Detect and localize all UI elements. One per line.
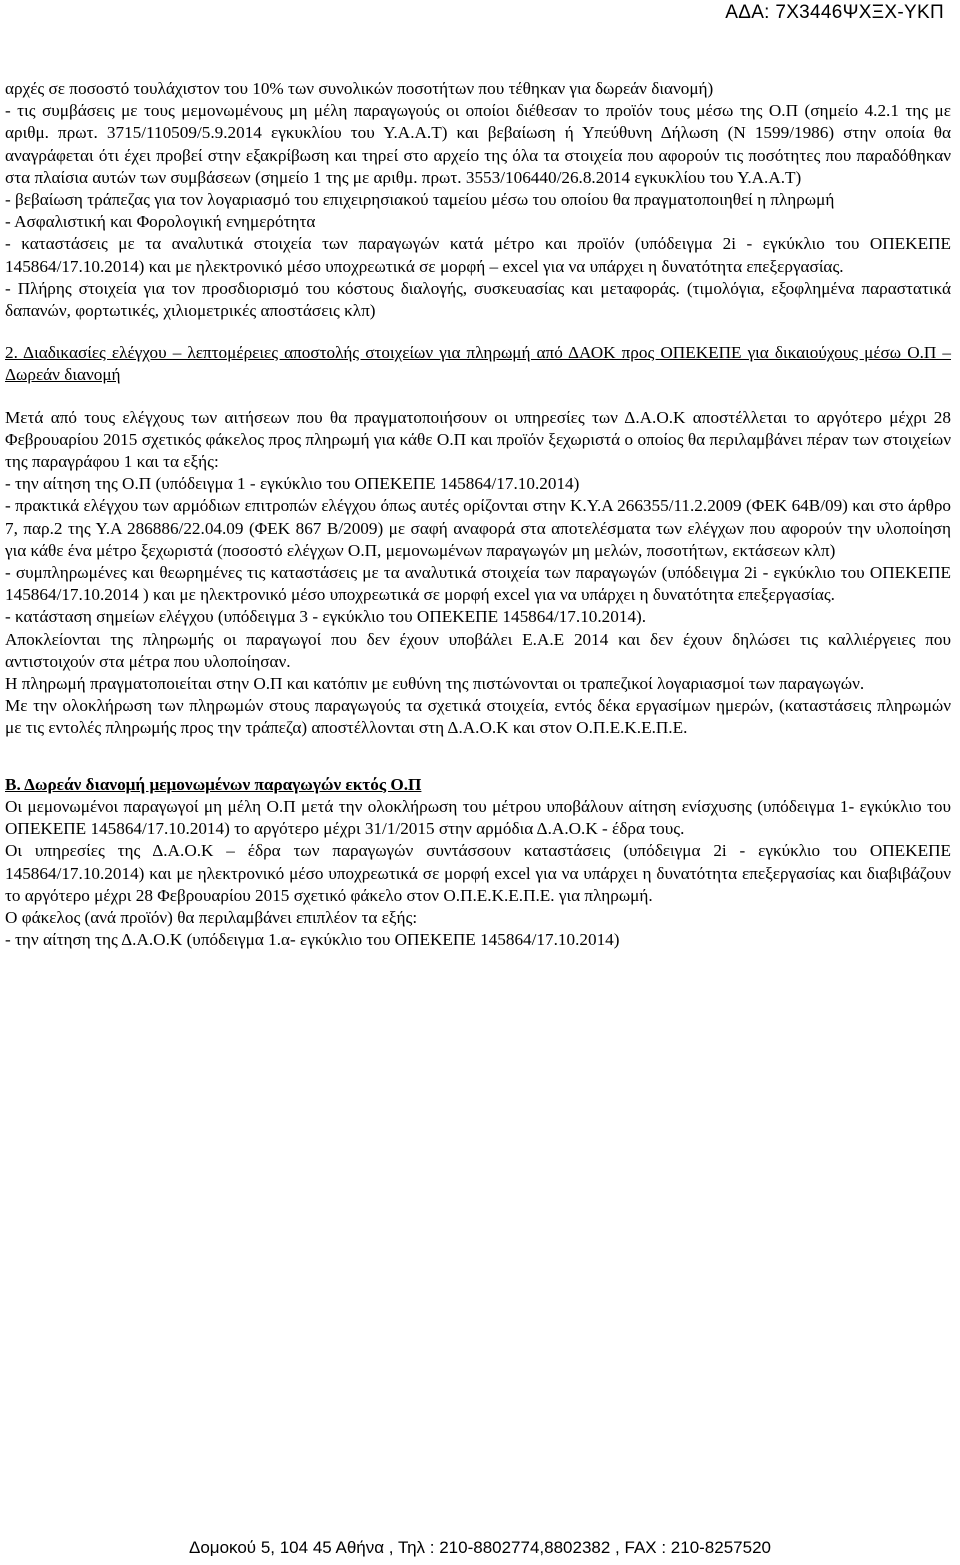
spacer: [5, 387, 951, 407]
paragraph: Οι υπηρεσίες της Δ.Α.Ο.Κ – έδρα των παραγωγών συντάσσουν καταστάσεις (υπόδειγμα 2i - εγκύκλιο του ΟΠΕΚΕΠΕ 145864/17.10.2014) και με ηλεκτρονικό μέσο υποχρεωτικά σε μορφή excel για να υπάρχει η δυνατότητα επεξεργασίας και διαβιβάζουν το αργότερο μέχρι 28 Φεβρουαρίου 2015 σχετικό φάκελο στον Ο.Π.Ε.Κ.Ε.Π.Ε. για πληρωμή.: [5, 841, 951, 905]
paragraph: - συμπληρωμένες και θεωρημένες τις καταστάσεις με τα αναλυτικά στοιχεία των παραγωγών (υπόδειγμα 2i - εγκύκλιο του ΟΠΕΚΕΠΕ 145864/17.10.2014 ) και με ηλεκτρονικό μέσο υποχρεωτικά σε μορφή excel για να υπάρχει η δυνατότητα επεξεργασίας.: [5, 563, 951, 605]
paragraph: Οι μεμονωμένοι παραγωγοί μη μέλη Ο.Π μετά την ολοκλήρωση του μέτρου υποβάλουν αίτηση ενίσχυσης (υπόδειγμα 1- εγκύκλιο του ΟΠΕΚΕΠΕ 145864/17.10.2014) το αργότερο μέχρι 31/1/2015 στην αρμόδια Δ.Α.Ο.Κ - έδρα τους.: [5, 796, 951, 839]
spacer: [5, 322, 951, 342]
paragraph: - βεβαίωση τράπεζας για τον λογαριασμό του επιχειρησιακού ταμείου μέσω του οποίου θα πραγματοποιηθεί η πληρωμή: [5, 190, 835, 210]
paragraph: - την αίτηση της Δ.Α.Ο.Κ (υπόδειγμα 1.α- εγκύκλιο του ΟΠΕΚΕΠΕ 145864/17.10.2014): [5, 930, 620, 950]
paragraph: Η πληρωμή πραγματοποιείται στην Ο.Π και κατόπιν με ευθύνη της πιστώνονται οι τραπεζικοί λογαριασμοί των παραγωγών.: [5, 674, 865, 694]
paragraph: - καταστάσεις με τα αναλυτικά στοιχεία των παραγωγών κατά μέτρο και προϊόν (υπόδειγμα 2i - εγκύκλιο του ΟΠΕΚΕΠΕ 145864/17.10.2014) και με ηλεκτρονικό μέσο υποχρεωτικά σε μορφή – excel για να υπάρχει η δυνατότητα επεξεργασίας.: [5, 234, 951, 276]
section-2-heading-text: 2. Διαδικασίες ελέγχου – λεπτομέρειες αποστολής στοιχείων για πληρωμή από ΔΑΟΚ προς ΟΠΕΚΕΠΕ για δικαιούχους μέσω Ο.Π – Δωρεάν διανομή: [5, 343, 951, 385]
paragraph: - πρακτικά ελέγχου των αρμόδιων επιτροπών ελέγχου όπως αυτές ορίζονται στην Κ.Υ.Α 266355/11.2.2009 (ΦΕΚ 64Β/09) και στο άρθρο 7, παρ.2 της Υ.Α 286886/22.04.09 (ΦΕΚ 867 Β/2009) με σαφή αναφορά στα αποτελέσματα των ελέγχων που αφορούν την υλοποίηση για κάθε ένα μέτρο ξεχωριστά (ποσοστό ελέγχων Ο.Π, μεμονωμένων παραγωγών μη μελών, ποσοτήτων, εκτάσεων κλπ): [5, 496, 951, 560]
section-2-heading: [5, 342, 951, 386]
paragraph: Με την ολοκλήρωση των πληρωμών στους παραγωγούς τα σχετικά στοιχεία, εντός δέκα εργασίμων ημερών, (καταστάσεις πληρωμών με τις εντολές πληρωμής προς την τράπεζα) αποστέλλονται στη Δ.Α.Ο.Κ και στον Ο.Π.Ε.Κ.Ε.Π.Ε.: [5, 696, 951, 738]
paragraph: - την αίτηση της Ο.Π (υπόδειγμα 1 - εγκύκλιο του ΟΠΕΚΕΠΕ 145864/17.10.2014): [5, 474, 580, 494]
paragraph: - κατάσταση σημείων ελέγχου (υπόδειγμα 3 - εγκύκλιο του ΟΠΕΚΕΠΕ 145864/17.10.2014).: [5, 607, 647, 627]
paragraph: Αποκλείονται της πληρωμής οι παραγωγοί που δεν έχουν υποβάλει Ε.Α.Ε 2014 και δεν έχουν δηλώσει τις καλλιέργειες που αντιστοιχούν στα μέτρα που υλοποίησαν.: [5, 629, 951, 671]
document-body: [5, 78, 951, 951]
footer-address: Δομοκού 5, 104 45 Αθήνα , Τηλ : 210-8802774,8802382 , FAX : 210-8257520: [189, 1538, 771, 1557]
paragraph: αρχές σε ποσοστό τουλάχιστον του 10% των συνολικών ποσοτήτων που τέθηκαν για δωρεάν διανομή): [5, 79, 714, 98]
spacer: [5, 740, 951, 774]
ada-code: ΑΔΑ: 7Χ3446ΨΧΞΧ-ΥΚΠ: [725, 2, 944, 23]
paragraph: Ο φάκελος (ανά προϊόν) θα περιλαμβάνει επιπλέον τα εξής:: [5, 907, 418, 927]
section-b-heading-text: Β. Δωρεάν διανομή μεμονωμένων παραγωγών εκτός Ο.Π: [5, 774, 422, 794]
paragraph: - τις συμβάσεις με τους μεμονωμένους μη μέλη παραγωγούς οι οποίοι διέθεσαν το προϊόν τους μέσω της Ο.Π (σημείο 4.2.1 της με αριθμ. πρωτ. 3715/110509/5.9.2014 εγκυκλίου του Υ.Α.Α.Τ) και βεβαίωση ή Υπεύθυνη Δήλωση (Ν 1599/1986) στην οποία θα αναγράφεται ότι έχει προβεί στην εξακρίβωση και τηρεί στο αρχείο της όλα τα στοιχεία που αφορούν τις ποσότητες που παραδόθηκαν στα πλαίσια αυτών των συμβάσεων (σημείο 1 της με αριθμ. πρωτ. 3553/106440/26.8.2014 εγκυκλίου του Υ.Α.Α.Τ): [5, 101, 951, 187]
paragraph: Μετά από τους ελέγχους των αιτήσεων που θα πραγματοποιήσουν οι υπηρεσίες των Δ.Α.Ο.Κ αποστέλλεται το αργότερο μέχρι 28 Φεβρουαρίου 2015 σχετικός φάκελος προς πληρωμή για κάθε Ο.Π και προϊόν ξεχωριστά ο οποίος θα περιλαμβάνει πέραν των στοιχείων της παραγράφου 1 και τα εξής:: [5, 407, 951, 472]
paragraph: - Ασφαλιστική και Φορολογική ενημερότητα: [5, 212, 316, 232]
paragraph: - Πλήρης στοιχεία για τον προσδιορισμό του κόστους διαλογής, συσκευασίας και μεταφοράς. (τιμολόγια, εξοφλημένα παραστατικά δαπανών, φορτωτικές, χιλιομετρικές αποστάσεις κλπ): [5, 278, 951, 321]
section-b-heading: [5, 774, 951, 796]
